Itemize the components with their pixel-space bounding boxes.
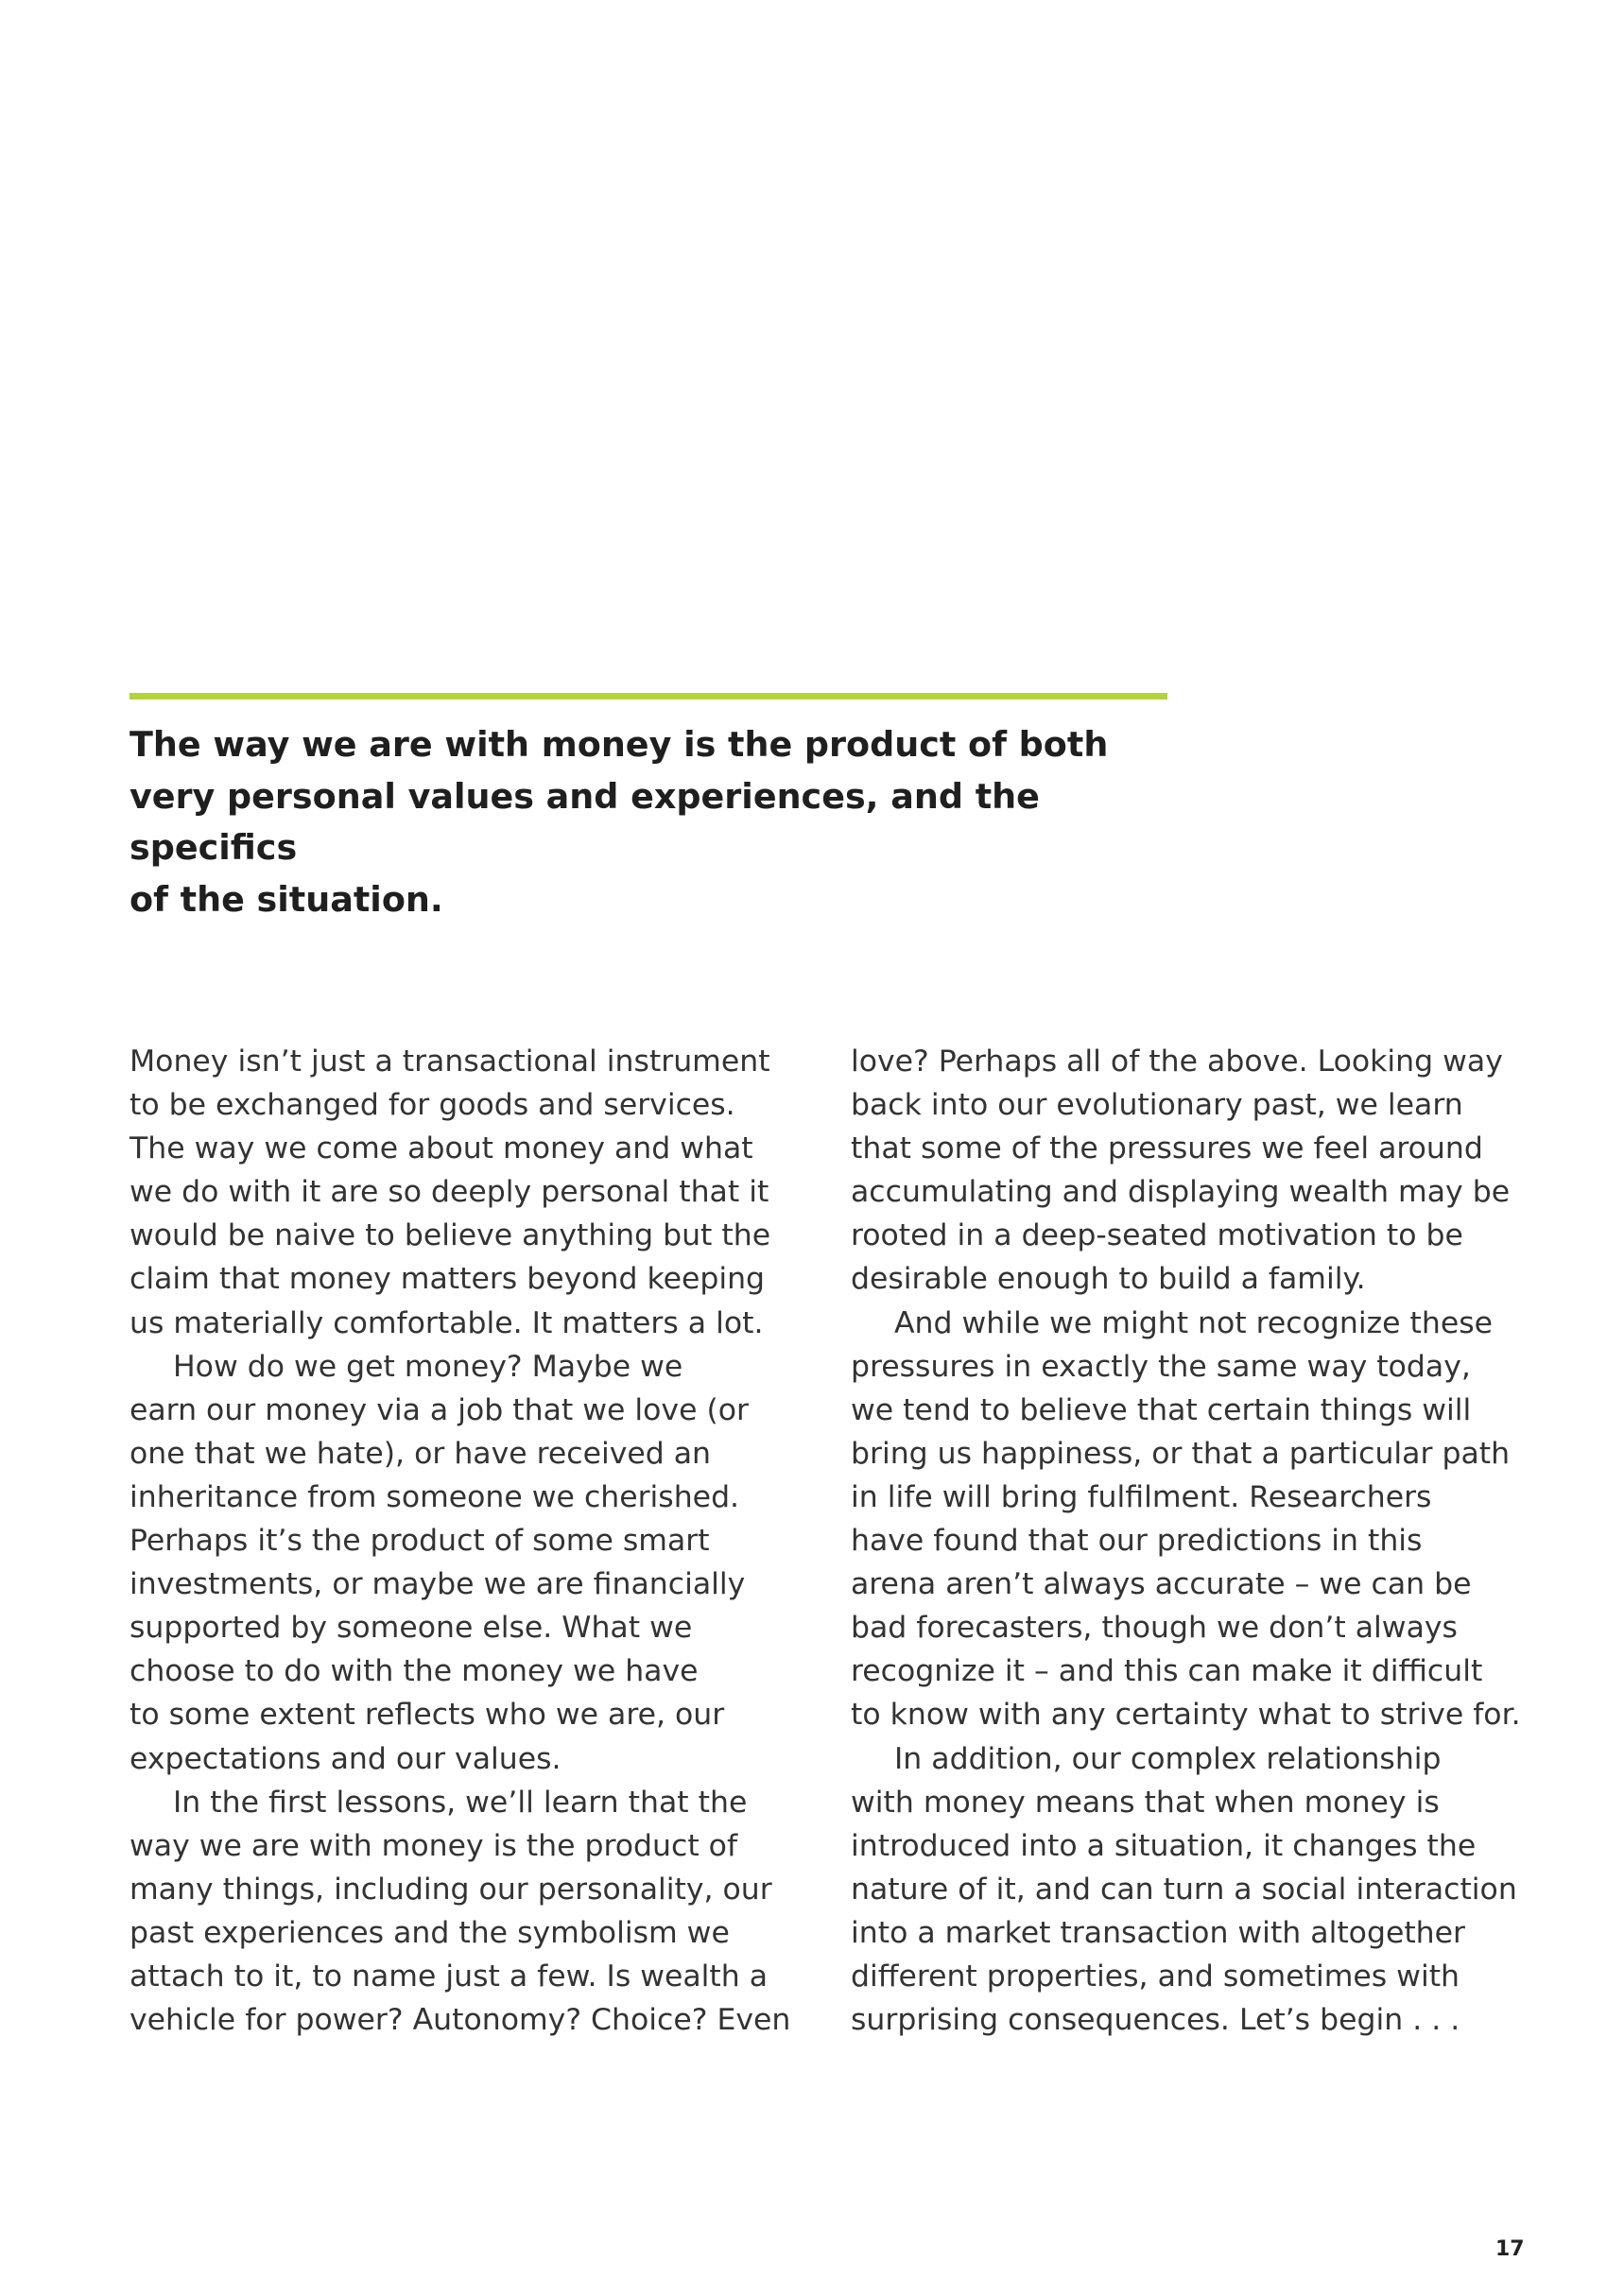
body-line: to some extent reflects who we are, our — [130, 1698, 725, 1733]
body-line: Money isn’t just a transactional instrument — [130, 1044, 770, 1079]
body-line: supported by someone else. What we — [130, 1611, 693, 1646]
body-line: have found that our predictions in this — [851, 1524, 1423, 1559]
pull-quote-line: of the situation. — [130, 878, 443, 920]
body-line: investments, or maybe we are financially — [130, 1567, 746, 1602]
body-line: In addition, our complex relationship — [894, 1741, 1442, 1776]
body-line: would be naive to believe anything but the — [130, 1218, 771, 1253]
body-line: The way we come about money and what — [130, 1131, 753, 1166]
body-line: one that we hate), or have received an — [130, 1436, 712, 1471]
body-line: love? Perhaps all of the above. Looking way — [851, 1044, 1503, 1079]
body-line: to know with any certainty what to strive for. — [851, 1698, 1521, 1733]
body-line: expectations and our values. — [130, 1741, 561, 1776]
pull-quote — [130, 719, 1188, 925]
pull-quote-line: The way we are with money is the product of both — [130, 724, 1109, 765]
body-line: accumulating and displaying wealth may be — [851, 1175, 1511, 1210]
body-line: How do we get money? Maybe we — [173, 1349, 683, 1384]
body-line: many things, including our personality, our — [130, 1872, 772, 1907]
body-line: into a market transaction with altogether — [851, 1915, 1465, 1950]
body-line: past experiences and the symbolism we — [130, 1915, 730, 1950]
body-line: surprising consequences. Let’s begin . . . — [851, 2003, 1460, 2038]
body-line: to be exchanged for goods and services. — [130, 1088, 735, 1123]
body-line: inheritance from someone we cherished. — [130, 1479, 740, 1514]
body-line: arena aren’t always accurate – we can be — [851, 1567, 1472, 1602]
body-line: nature of it, and can turn a social interaction — [851, 1872, 1517, 1907]
body-line: choose to do with the money we have — [130, 1654, 699, 1689]
pull-quote-line: very personal values and experiences, and the specifics — [130, 775, 1040, 868]
body-line: desirable enough to build a family. — [851, 1262, 1366, 1297]
body-line: In the first lessons, we’ll learn that the — [173, 1785, 748, 1820]
body-line: recognize it – and this can make it difficult — [851, 1654, 1483, 1689]
accent-rule — [130, 693, 1167, 699]
body-line: different properties, and sometimes with — [851, 1959, 1460, 1994]
body-line: attach to it, to name just a few. Is wealth a — [130, 1959, 769, 1994]
body-line: in life will bring fulfilment. Researchers — [851, 1479, 1432, 1514]
body-line: back into our evolutionary past, we learn — [851, 1088, 1463, 1123]
body-line: And while we might not recognize these — [894, 1305, 1494, 1340]
body-line: Perhaps it’s the product of some smart — [130, 1524, 710, 1559]
body-line: we do with it are so deeply personal that it — [130, 1175, 769, 1210]
body-column-left — [130, 1040, 810, 2042]
body-line: way we are with money is the product of — [130, 1828, 738, 1863]
body-line: earn our money via a job that we love (or — [130, 1392, 749, 1427]
body-line: we tend to believe that certain things will — [851, 1392, 1472, 1427]
body-line: with money means that when money is — [851, 1785, 1440, 1820]
body-line: pressures in exactly the same way today, — [851, 1349, 1471, 1384]
body-line: rooted in a deep-seated motivation to be — [851, 1218, 1463, 1253]
body-line: introduced into a situation, it changes the — [851, 1828, 1477, 1863]
body-column-right — [851, 1040, 1531, 2042]
page-number: 17 — [1495, 2237, 1525, 2261]
body-line: claim that money matters beyond keeping — [130, 1262, 766, 1297]
body-line: bad forecasters, though we don’t always — [851, 1611, 1458, 1646]
body-line: vehicle for power? Autonomy? Choice? Even — [130, 2003, 791, 2038]
body-line: bring us happiness, or that a particular path — [851, 1436, 1511, 1471]
body-line: that some of the pressures we feel around — [851, 1131, 1483, 1166]
body-line: us materially comfortable. It matters a lot. — [130, 1305, 764, 1340]
